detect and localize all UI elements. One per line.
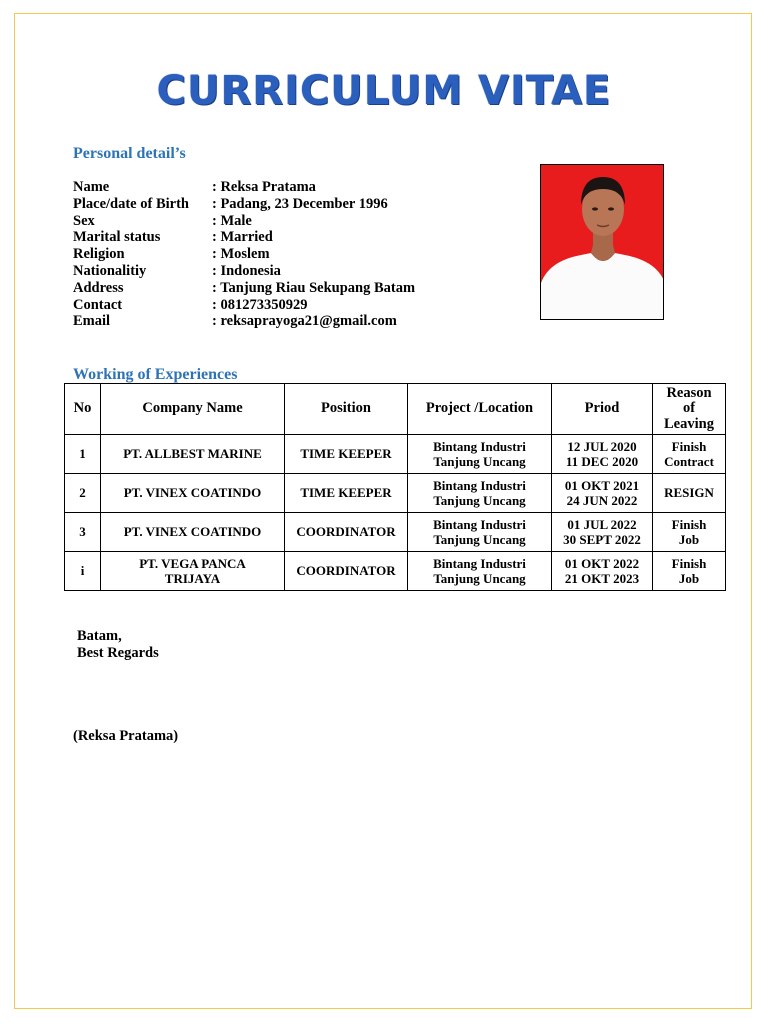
detail-label: Place/date of Birth	[73, 195, 189, 212]
detail-row-birth	[73, 196, 415, 213]
cell-line: 11 DEC 2020	[565, 454, 639, 469]
header-project: Project /Location	[408, 384, 552, 435]
header-reason-line: of	[682, 400, 696, 417]
cell-no: 2	[65, 474, 101, 513]
cell-line: 21 OKT 2023	[564, 571, 640, 586]
cell-line: Tanjung Uncang	[433, 493, 526, 508]
cell-reason	[653, 474, 726, 513]
detail-row-name	[73, 179, 415, 196]
cell-company	[101, 474, 285, 513]
cell-line: 30 SEPT 2022	[563, 532, 641, 547]
cell-period	[552, 435, 653, 474]
header-company: Company Name	[101, 384, 285, 435]
header-reason-line: Leaving	[664, 415, 714, 432]
table-row	[65, 435, 726, 474]
cell-line: Job	[678, 532, 700, 547]
profile-photo-illustration	[541, 165, 664, 320]
detail-value: : Male	[212, 212, 252, 229]
profile-photo	[540, 164, 664, 320]
work-experience-table	[64, 383, 726, 591]
cell-reason	[653, 552, 726, 591]
detail-value: : Tanjung Riau Sekupang Batam	[212, 279, 416, 296]
cell-line: Tanjung Uncang	[433, 532, 526, 547]
detail-label: Email	[73, 313, 111, 330]
cell-company	[101, 552, 285, 591]
detail-value: : 081273350929	[212, 296, 308, 313]
cell-position: COORDINATOR	[285, 513, 408, 552]
cell-line: 01 OKT 2022	[564, 555, 640, 571]
detail-label: Name	[73, 179, 110, 195]
detail-label: Nationalitiy	[73, 262, 147, 279]
detail-value: : Reksa Pratama	[212, 179, 316, 195]
signature-name: (Reksa Pratama)	[73, 728, 179, 744]
cell-line: Bintang Industri	[433, 555, 526, 571]
cell-reason	[653, 513, 726, 552]
cell-line: PT. VEGA PANCA	[139, 555, 246, 571]
cell-line: Tanjung Uncang	[433, 454, 526, 469]
cell-company	[101, 513, 285, 552]
cell-position: TIME KEEPER	[285, 474, 408, 513]
header-no: No	[65, 384, 101, 435]
header-reason-line: Reason	[666, 384, 712, 401]
detail-label: Religion	[73, 246, 125, 263]
personal-details-list	[73, 179, 415, 330]
detail-row-email	[73, 313, 415, 330]
cell-project	[408, 513, 552, 552]
closing-regards: Best Regards	[77, 644, 159, 661]
detail-value: : Moslem	[212, 246, 270, 263]
table-row	[65, 513, 726, 552]
detail-value: : Padang, 23 December 1996	[212, 195, 388, 212]
table-header-row	[65, 384, 726, 435]
cell-company	[101, 435, 285, 474]
cell-line: 24 JUN 2022	[566, 493, 638, 508]
cell-line: Job	[678, 571, 700, 586]
cell-line: Finish	[671, 555, 707, 571]
header-position: Position	[285, 384, 408, 435]
table-row	[65, 552, 726, 591]
cell-no: i	[65, 552, 101, 591]
detail-row-sex	[73, 213, 415, 230]
cell-line: Bintang Industri	[433, 438, 526, 454]
cell-line: PT. VINEX COATINDO	[123, 485, 262, 501]
closing-place: Batam,	[77, 628, 122, 644]
detail-value: : Indonesia	[212, 262, 281, 279]
detail-row-address	[73, 280, 415, 297]
cell-period	[552, 552, 653, 591]
cell-line: 12 JUL 2020	[567, 438, 637, 454]
detail-row-contact	[73, 297, 415, 314]
cell-line: 01 JUL 2022	[567, 516, 637, 532]
cell-project	[408, 435, 552, 474]
detail-row-nationality	[73, 263, 415, 280]
cell-line: PT. ALLBEST MARINE	[123, 446, 262, 462]
detail-label: Address	[73, 279, 124, 296]
detail-row-marital-status	[73, 229, 415, 246]
cell-line: Bintang Industri	[433, 477, 526, 493]
cell-period	[552, 474, 653, 513]
detail-label: Marital status	[73, 229, 161, 246]
cell-no: 3	[65, 513, 101, 552]
cell-position: COORDINATOR	[285, 552, 408, 591]
cell-line: TRIJAYA	[164, 571, 221, 586]
work-experience-heading: Working of Experiences	[73, 366, 238, 383]
cell-period	[552, 513, 653, 552]
cell-line: Contract	[664, 454, 714, 469]
table-row	[65, 474, 726, 513]
header-reason	[653, 384, 726, 435]
cell-line: RESIGN	[664, 485, 714, 501]
cell-reason	[653, 435, 726, 474]
closing-block	[77, 628, 159, 662]
cell-line: 01 OKT 2021	[564, 477, 640, 493]
cell-position: TIME KEEPER	[285, 435, 408, 474]
detail-value: : reksaprayoga21@gmail.com	[212, 313, 397, 330]
cell-project	[408, 474, 552, 513]
cell-line: Finish	[671, 516, 707, 532]
detail-row-religion	[73, 246, 415, 263]
cell-project	[408, 552, 552, 591]
cell-line: PT. VINEX COATINDO	[123, 524, 262, 540]
cell-no: 1	[65, 435, 101, 474]
detail-label: Contact	[73, 296, 123, 313]
document-title: CURRICULUM VITAE	[156, 68, 612, 114]
cell-line: Tanjung Uncang	[433, 571, 526, 586]
cell-line: Bintang Industri	[433, 516, 526, 532]
header-period: Priod	[552, 384, 653, 435]
detail-value: : Married	[212, 229, 273, 246]
detail-label: Sex	[73, 212, 95, 229]
cell-line: Finish	[671, 438, 707, 454]
personal-details-heading: Personal detail’s	[73, 145, 186, 162]
